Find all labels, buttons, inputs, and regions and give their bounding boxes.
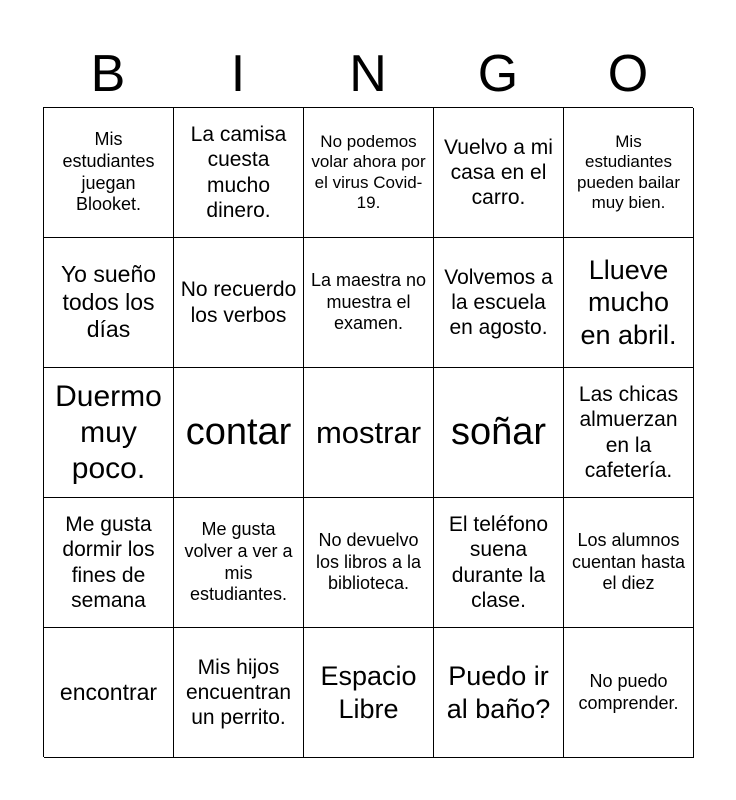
bingo-cell-r2c3[interactable]: La maestra no muestra el examen. bbox=[304, 238, 434, 368]
bingo-cell-r4c3[interactable]: No devuelvo los libros a la biblioteca. bbox=[304, 498, 434, 628]
bingo-cell-r3c3[interactable]: mostrar bbox=[304, 368, 434, 498]
bingo-cell-r1c2[interactable]: La camisa cuesta mucho dinero. bbox=[174, 108, 304, 238]
header-letter-i: I bbox=[230, 45, 246, 103]
bingo-header bbox=[43, 40, 693, 108]
header-letter-g: G bbox=[477, 45, 519, 103]
bingo-cell-r4c1[interactable]: Me gusta dormir los fines de semana bbox=[44, 498, 174, 628]
bingo-cell-r3c2[interactable]: contar bbox=[174, 368, 304, 498]
bingo-cell-r5c4[interactable]: Puedo ir al baño? bbox=[434, 628, 564, 758]
bingo-cell-r3c4[interactable]: soñar bbox=[434, 368, 564, 498]
header-letter-b: B bbox=[90, 45, 126, 103]
bingo-cell-r5c1[interactable]: encontrar bbox=[44, 628, 174, 758]
bingo-cell-r2c1[interactable]: Yo sueño todos los días bbox=[44, 238, 174, 368]
bingo-cell-r1c3[interactable]: No podemos volar ahora por el virus Covid-19. bbox=[304, 108, 434, 238]
header-letter-o: O bbox=[607, 45, 649, 103]
bingo-cell-r1c1[interactable]: Mis estudiantes juegan Blooket. bbox=[44, 108, 174, 238]
bingo-cell-r5c2[interactable]: Mis hijos encuentran un perrito. bbox=[174, 628, 304, 758]
bingo-cell-r5c5[interactable]: No puedo comprender. bbox=[564, 628, 694, 758]
header-letter-n: N bbox=[349, 45, 387, 103]
bingo-cell-r2c2[interactable]: No recuerdo los verbos bbox=[174, 238, 304, 368]
bingo-cell-r1c4[interactable]: Vuelvo a mi casa en el carro. bbox=[434, 108, 564, 238]
free-space-cell[interactable]: Espacio Libre bbox=[304, 628, 434, 758]
bingo-cell-r4c4[interactable]: El teléfono suena durante la clase. bbox=[434, 498, 564, 628]
bingo-cell-r2c5[interactable]: Llueve mucho en abril. bbox=[564, 238, 694, 368]
bingo-cell-r3c1[interactable]: Duermo muy poco. bbox=[44, 368, 174, 498]
bingo-cell-r2c4[interactable]: Volvemos a la escuela en agosto. bbox=[434, 238, 564, 368]
bingo-cell-r3c5[interactable]: Las chicas almuerzan en la cafetería. bbox=[564, 368, 694, 498]
bingo-cell-r4c2[interactable]: Me gusta volver a ver a mis estudiantes. bbox=[174, 498, 304, 628]
bingo-cell-r4c5[interactable]: Los alumnos cuentan hasta el diez bbox=[564, 498, 694, 628]
bingo-cell-r1c5[interactable]: Mis estudiantes pueden bailar muy bien. bbox=[564, 108, 694, 238]
bingo-card-grid bbox=[43, 107, 693, 757]
